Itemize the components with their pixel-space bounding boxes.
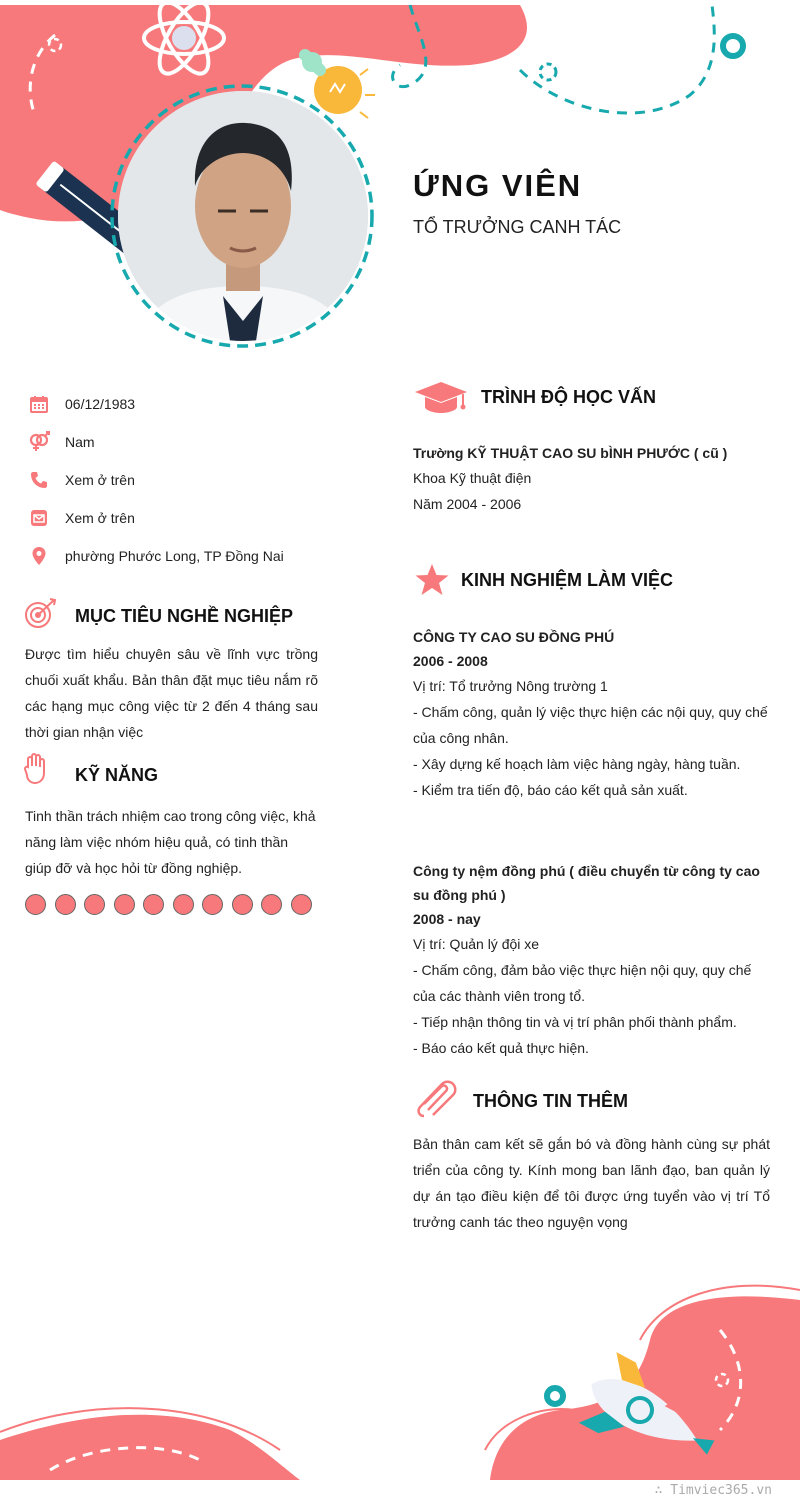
paperclip-icon [416, 1080, 460, 1125]
phone-icon [28, 469, 50, 491]
contact-row-phone [28, 461, 358, 499]
graduation-cap-icon [413, 381, 469, 420]
education-block [413, 441, 773, 517]
email-icon [28, 507, 50, 529]
additional-text: Bản thân cam kết sẽ gắn bó và đồng hành cùng sự phát triển của công ty. Kính mong ban lãnh đạo, ban quản lý dự án tạo điều kiện để tôi được ứng tuyển vào vị trí Tổ trưởng canh tác theo nguyện vọng [413, 1136, 770, 1230]
job-duty: - Chấm công, đảm bảo việc thực hiện nội quy, quy chế của các thành viên trong tổ. [413, 962, 752, 1004]
rating-dot [25, 894, 46, 915]
rating-dot [202, 894, 223, 915]
skill-rating [25, 894, 312, 915]
contact-phone: Xem ở trên [65, 472, 135, 488]
contact-info [28, 385, 358, 575]
rating-dot [261, 894, 282, 915]
calendar-icon [28, 393, 50, 415]
contact-birthdate: 06/12/1983 [65, 396, 136, 412]
job-1 [413, 625, 770, 803]
job-company: Công ty nệm đồng phú ( điều chuyển từ công ty cao su đồng phú ) [413, 863, 760, 903]
rating-dot [55, 894, 76, 915]
job-role: Vị trí: Quản lý đội xe [413, 936, 540, 952]
profile-photo [118, 91, 368, 341]
job-2 [413, 859, 770, 1061]
gender-icon [28, 431, 50, 453]
skills-title: KỸ NĂNG [75, 765, 159, 785]
rating-dot [143, 894, 164, 915]
objective-text: Được tìm hiểu chuyên sâu về lĩnh vực trồng chuối xuất khẩu. Bản thân đặt mục tiêu nắm rõ các hạng mục công việc từ 2 đến 4 tháng sau thời gian nhận việc [25, 646, 318, 740]
candidate-position: TỔ TRƯỞNG CANH TÁC [413, 217, 622, 237]
contact-gender: Nam [65, 434, 95, 450]
contact-row-address [28, 537, 358, 575]
contact-email: Xem ở trên [65, 510, 135, 526]
education-school: Trường KỸ THUẬT CAO SU bÌNH PHƯỚC ( cũ ) [413, 445, 728, 461]
job-duty: - Tiếp nhận thông tin và vị trí phân phối thành phẩm. [413, 1014, 737, 1030]
rating-dot [173, 894, 194, 915]
education-faculty: Khoa Kỹ thuật điện [413, 470, 532, 486]
objective-title: MỤC TIÊU NGHỀ NGHIỆP [75, 606, 294, 626]
contact-row-email [28, 499, 358, 537]
rating-dot [232, 894, 253, 915]
target-icon [24, 597, 58, 634]
rating-dot [84, 894, 105, 915]
job-company: CÔNG TY CAO SU ĐỒNG PHÚ [413, 629, 615, 645]
education-title: TRÌNH ĐỘ HỌC VẤN [481, 387, 656, 407]
candidate-name: ỨNG VIÊN [413, 168, 583, 203]
contact-row-gender [28, 423, 358, 461]
job-duty: - Xây dựng kế hoạch làm việc hàng ngày, hàng tuần. [413, 756, 741, 772]
skills-text: Tinh thần trách nhiệm cao trong công việc, khả năng làm việc nhóm hiệu quả, có tinh thần giúp đỡ và học hỏi từ đồng nghiệp. [25, 808, 316, 876]
rating-dot [114, 894, 135, 915]
star-icon [414, 563, 450, 602]
additional-title: THÔNG TIN THÊM [473, 1091, 628, 1111]
experience-title: KINH NGHIỆM LÀM VIỆC [461, 570, 674, 590]
contact-row-birthdate [28, 385, 358, 423]
hand-icon [24, 753, 48, 790]
job-duty: - Báo cáo kết quả thực hiện. [413, 1040, 589, 1056]
rating-dot [291, 894, 312, 915]
watermark: ∴ Timviec365.vn [654, 1483, 772, 1498]
coral-blob-bottom-left [0, 1415, 300, 1480]
job-duty: - Kiểm tra tiến độ, báo cáo kết quả sản xuất. [413, 782, 688, 798]
education-years: Năm 2004 - 2006 [413, 496, 522, 512]
job-duty: - Chấm công, quản lý việc thực hiện các nội quy, quy chế của công nhân. [413, 704, 768, 746]
job-period: 2008 - nay [413, 911, 481, 927]
location-pin-icon [28, 545, 50, 567]
job-role: Vị trí: Tổ trưởng Nông trường 1 [413, 678, 608, 694]
job-period: 2006 - 2008 [413, 653, 488, 669]
contact-address: phường Phước Long, TP Đồng Nai [65, 548, 284, 564]
coral-blob-bottom-right [490, 1296, 800, 1480]
